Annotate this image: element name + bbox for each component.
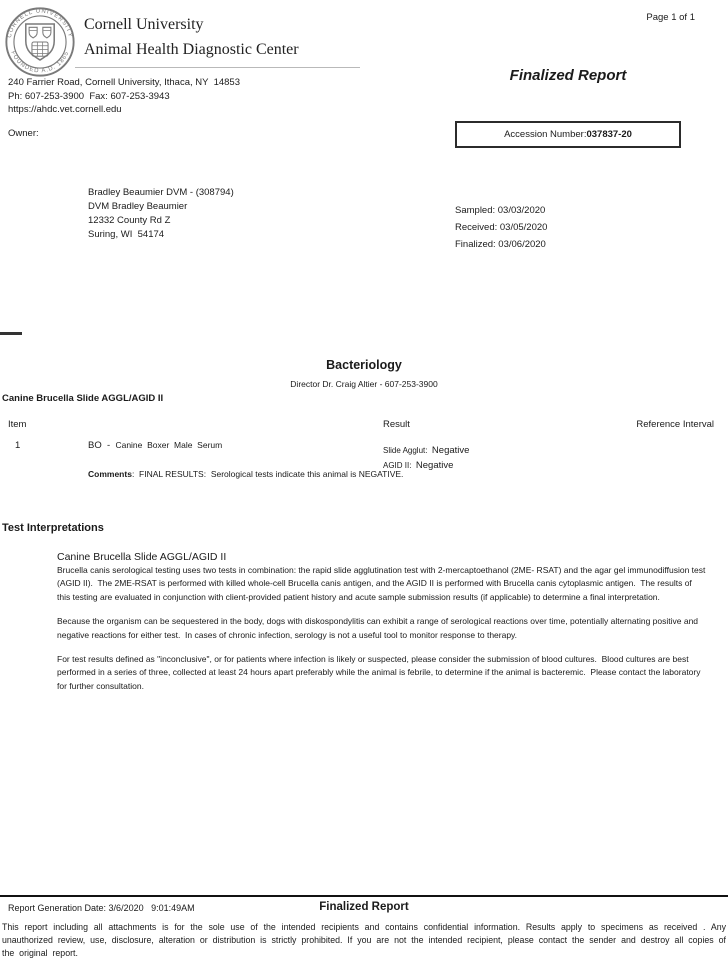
cornell-university-seal-icon [4,6,76,78]
test-interpretations-heading: Test Interpretations [2,522,104,534]
accession-number: 037837-20 [586,129,632,140]
interpretation-paragraph: For test results defined as "inconclusive", or for patients where infection is likely or suspected, please consider the submission of blood cultures. Blood cultures are best performed in a series of three, collected at least 24 hours apart preferably while the animal is febrile, to determine if the animal is bacteremic. Please contact the laboratory for further consultation. [57,654,703,691]
result-row-item-number: 1 [15,440,21,451]
lab-contact-block [8,76,240,117]
section-title: Bacteriology [326,358,402,372]
seal-bottom-text: FOUNDED A.D. 1865 [9,50,71,75]
interpretation-paragraph: Brucella canis serological testing uses two tests in combination: the rapid slide agglutination test with 2-mercaptoethanol (2ME- RSAT) and the agar gel immunodiffusion test (AGID II). The 2ME-RSAT is performed with killed whole-cell Brucella canis antigen, and the AGID II is performed with Brucella canis cytoplasmic antigen. The results of this testing are evaluated in conjunction with client-provided patient history and acute sample submission results (if applicable) to determine a final interpretation. [57,565,708,602]
section-director: Director Dr. Craig Altier - 607-253-3900 [290,379,438,389]
sample-description: Canine Boxer Male Serum [115,440,223,450]
header-divider [75,67,360,68]
column-header-result: Result [383,419,410,430]
report-dates-block [455,202,547,253]
finalized-report-title: Finalized Report [509,67,627,84]
result-label: Slide Agglut: [383,446,432,455]
client-line: DVM Bradley Beaumier [88,201,188,212]
left-margin-dash [0,332,22,335]
page-indicator: Page 1 of 1 [646,12,695,23]
client-address-block [88,186,234,242]
column-header-reference-interval: Reference Interval [636,419,714,430]
owner-label: Owner: [8,128,39,139]
interpretation-paragraphs [57,564,707,704]
client-line: Bradley Beaumier DVM - (308794) [88,187,234,198]
university-name: Cornell University [84,16,204,33]
received-date: Received: 03/05/2020 [455,222,548,233]
lab-address: 240 Farrier Road, Cornell University, Ithaca, NY 14853 [8,77,240,88]
footer-finalized-report-title: Finalized Report [319,901,409,913]
diagnostic-center-name: Animal Health Diagnostic Center [84,41,299,58]
interpretation-test-title: Canine Brucella Slide AGGL/AGID II [57,551,227,563]
result-label: AGID II: [383,461,416,470]
client-line: Suring, WI 54174 [88,229,165,240]
comments-text: : FINAL RESULTS: Serological tests indicate this animal is NEGATIVE. [131,469,404,479]
finalized-date: Finalized: 03/06/2020 [455,239,546,250]
lab-phone-fax: Ph: 607-253-3900 Fax: 607-253-3943 [8,90,170,102]
column-header-item: Item [8,419,27,430]
comments-line [88,469,403,479]
result-row-sample [88,440,222,451]
accession-number-box [455,121,681,148]
confidentiality-disclaimer: This report including all attachments is for the sole use of the intended recipients and contains confidential information. Results apply to specimens as received . Any unauthorized review, use, disclosure, alteration or distribution is strictly prohibited. If you are not the intended recipient, please contact the sender and destroy all copies of the original report. [2,922,726,958]
comments-label: Comments [88,469,132,479]
lab-website: https://ahdc.vet.cornell.edu [8,104,122,115]
svg-text:FOUNDED A.D. 1865 [9,50,70,74]
test-name-heading: Canine Brucella Slide AGGL/AGID II [2,393,164,404]
report-generation-date: Report Generation Date: 3/6/2020 9:01:49AM [8,903,195,913]
accession-label: Accession Number: [504,129,587,140]
result-value: Negative [431,445,470,456]
sampled-date: Sampled: 03/03/2020 [455,205,546,216]
sample-code: BO - [88,440,116,451]
footer-divider [0,895,728,897]
interpretation-paragraph: Because the organism can be sequestered in the body, dogs with diskospondylitis can exhibit a range of serological reactions over time, potentially alternating positive and negative reactions for either test. In cases of chronic infection, serology is not a useful tool to monitor response to therapy. [57,616,701,640]
client-line: 12332 County Rd Z [88,215,171,226]
result-value: Negative [415,460,454,471]
seal-top-text: CORNELL UNIVERSITY [6,8,74,39]
